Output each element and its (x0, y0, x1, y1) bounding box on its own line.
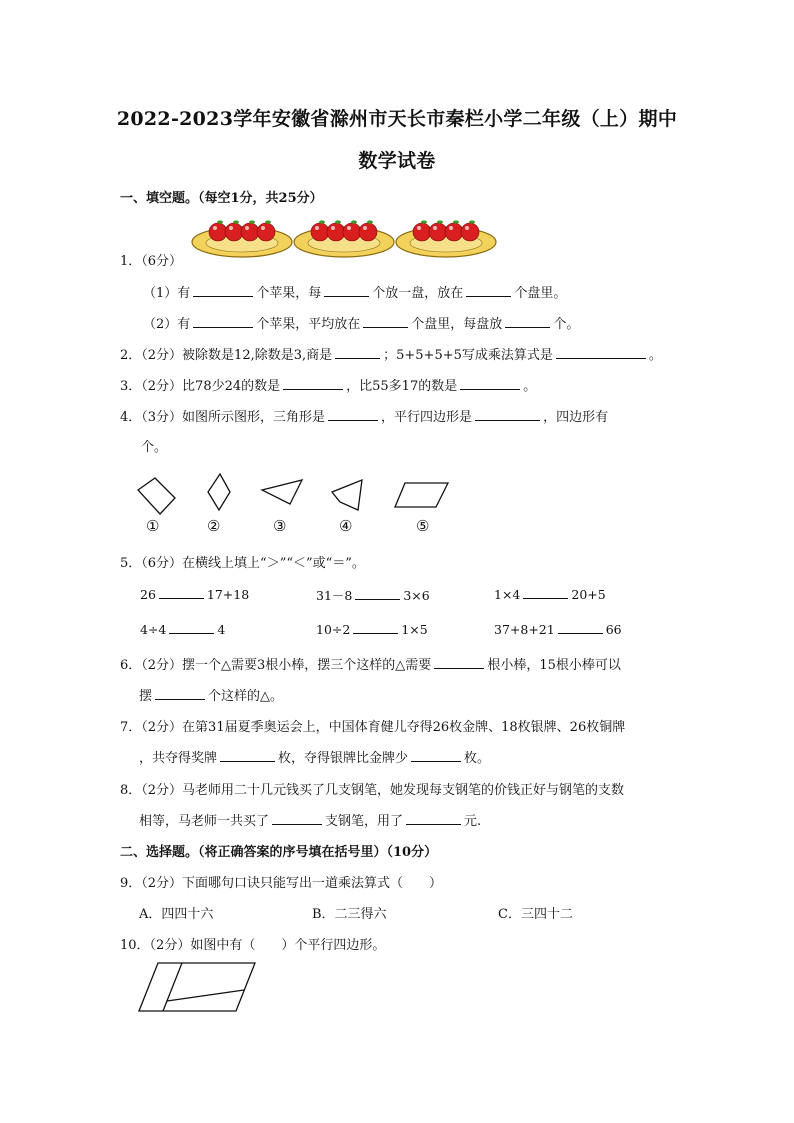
answer-blank[interactable] (328, 408, 378, 421)
apple-leaf (351, 220, 357, 223)
apple-highlight (331, 226, 335, 230)
apple-leaf (367, 220, 373, 223)
compare-right: 1×5 (401, 622, 428, 637)
answer-blank[interactable] (556, 346, 646, 359)
compare-left: 4÷4 (140, 622, 167, 637)
q1-sub2-text4: 个。 (553, 317, 580, 332)
apple-icon (257, 223, 275, 241)
q1-sub2-text3: 个盘里，每盘放 (411, 317, 503, 332)
apple-leaf (469, 220, 475, 223)
shape-3-triangle (262, 480, 302, 504)
compare-left: 37+8+21 (494, 622, 555, 637)
answer-blank[interactable] (193, 284, 253, 297)
q6-line2 (139, 685, 283, 704)
apple-highlight (245, 226, 249, 230)
q10-stem: 10．（2分）如图中有（ ）个平行四边形。 (120, 938, 386, 953)
q1-sub2-text1: （2）有 (143, 317, 191, 332)
q8-line1: 8．（2分）马老师用二十几元钱买了几支钢笔，她发现每支钢笔的价钱正好与钢笔的支数 (120, 783, 625, 798)
answer-blank[interactable] (324, 284, 369, 297)
apple-highlight (261, 226, 265, 230)
answer-blank[interactable] (353, 621, 398, 634)
compare-right: 17+18 (206, 587, 250, 602)
apple-icon (311, 223, 329, 241)
apple-leaf (233, 220, 239, 223)
answer-blank[interactable] (411, 749, 461, 762)
q9-option-c[interactable]: C．三四十二 (498, 907, 573, 922)
apple-highlight (347, 226, 351, 230)
compare-right: 3×6 (403, 588, 430, 603)
compare-left: 10÷2 (316, 622, 351, 637)
apple-highlight (433, 226, 437, 230)
apple-icon (429, 223, 447, 241)
q8-text2: 支钢笔，用了 (325, 814, 404, 829)
q2 (120, 344, 662, 363)
q1-sub2 (143, 313, 579, 332)
answer-blank[interactable] (335, 346, 380, 359)
answer-blank[interactable] (406, 812, 461, 825)
apple-highlight (449, 226, 453, 230)
apple-leaf (335, 220, 341, 223)
q8-text1: 相等，马老师一共买了 (139, 814, 270, 829)
q3-text3: 。 (523, 379, 537, 394)
compare-right: 66 (605, 622, 622, 637)
compare-left: 31－8 (316, 588, 353, 603)
answer-blank[interactable] (363, 315, 408, 328)
q4-line1 (120, 406, 608, 425)
apple-leaf (217, 220, 223, 223)
shape-1-quadrilateral (138, 478, 175, 514)
apple-leaf (437, 220, 443, 223)
q1-sub1 (143, 282, 566, 301)
q4-text3: ，四边形有 (543, 410, 609, 425)
q10-parallelogram-figure (134, 960, 259, 1016)
q7-line2 (139, 747, 490, 766)
q6-text3: 摆 (139, 689, 153, 704)
q6-text4: 个这样的△。 (208, 689, 284, 704)
compare-item (316, 621, 428, 637)
compare-item (494, 586, 606, 602)
q5-head: 5．（6分）在横线上填上“＞”“＜”或“＝”。 (120, 556, 365, 571)
apple-icon (225, 223, 243, 241)
answer-blank[interactable] (355, 587, 400, 600)
apple-highlight (465, 226, 469, 230)
compare-right: 4 (217, 622, 226, 637)
q8-text3: 元. (464, 814, 482, 829)
answer-blank[interactable] (220, 749, 275, 762)
apple-highlight (363, 226, 367, 230)
apple-highlight (315, 226, 319, 230)
shape-4-quadrilateral (332, 480, 362, 510)
q7-text2: 枚，夺得银牌比金牌少 (278, 751, 409, 766)
answer-blank[interactable] (169, 621, 214, 634)
apple-leaf (453, 220, 459, 223)
q4-text1: 4．（3分）如图所示图形，三角形是 (120, 410, 326, 425)
q3 (120, 375, 536, 394)
answer-blank[interactable] (155, 687, 205, 700)
apple-leaf (265, 220, 271, 223)
compare-right: 20+5 (571, 587, 606, 602)
shape-label-2: ② (207, 517, 221, 535)
apple-icon (461, 223, 479, 241)
q2-text1: 2．（2分）被除数是12,除数是3,商是 (120, 348, 333, 363)
apple-icon (359, 223, 377, 241)
compare-item (140, 586, 249, 602)
q1-head: 1．（6分） (120, 254, 183, 269)
compare-item (140, 621, 225, 637)
compare-left: 26 (140, 587, 156, 602)
apple-highlight (417, 226, 421, 230)
q1-sub1-text1: （1）有 (143, 286, 191, 301)
apple-leaf (249, 220, 255, 223)
shape-label-4: ④ (339, 517, 353, 535)
shape-label-5: ⑤ (416, 517, 430, 535)
answer-blank[interactable] (193, 315, 253, 328)
answer-blank[interactable] (475, 408, 540, 421)
answer-blank[interactable] (558, 621, 603, 634)
answer-blank[interactable] (434, 656, 484, 669)
exam-title-line2: 数学试卷 (358, 150, 436, 172)
apple-icon (241, 223, 259, 241)
shape-label-1: ① (146, 517, 160, 535)
q1-sub2-text2: 个苹果，平均放在 (256, 317, 361, 332)
apple-leaf (319, 220, 325, 223)
answer-blank[interactable] (272, 812, 322, 825)
q4-text2: ，平行四边形是 (381, 410, 473, 425)
compare-left: 1×4 (494, 587, 521, 602)
q6-line1 (120, 654, 621, 673)
apple-highlight (229, 226, 233, 230)
section1-heading: 一、填空题。（每空1分，共25分） (120, 191, 323, 206)
exam-title-line1: 2022-2023学年安徽省滁州市天长市秦栏小学二年级（上）期中 (116, 108, 678, 130)
q1-sub1-text4: 个盘里。 (514, 286, 567, 301)
shape-5-parallelogram (395, 483, 448, 507)
q4-line2: 个。 (141, 440, 168, 455)
apple-icon (209, 223, 227, 241)
shape-2-rhombus (208, 474, 230, 510)
q8-line2 (139, 810, 481, 829)
apple-icon (445, 223, 463, 241)
apple-plates-illustration (192, 212, 498, 262)
answer-blank[interactable] (466, 284, 511, 297)
q4-shapes-figure (130, 470, 460, 520)
shape-label-3: ③ (273, 517, 287, 535)
apple-icon (327, 223, 345, 241)
q1-sub1-text2: 个苹果，每 (256, 286, 322, 301)
q9-stem: 9．（2分）下面哪句口诀只能写出一道乘法算式（ ） (120, 876, 443, 891)
q2-text2: ；5+5+5+5写成乘法算式是 (383, 348, 553, 363)
section2-heading: 二、选择题。（将正确答案的序号填在括号里）（10分） (120, 845, 438, 860)
answer-blank[interactable] (505, 315, 550, 328)
compare-item (316, 586, 430, 604)
q2-text3: 。 (648, 348, 662, 363)
answer-blank[interactable] (523, 586, 568, 599)
q6-text1: 6．（2分）摆一个△需要3根小棒，摆三个这样的△需要 (120, 658, 432, 673)
apple-icon (343, 223, 361, 241)
q3-text2: ，比55多17的数是 (346, 379, 458, 394)
q9-option-a[interactable]: A．四四十六 (139, 907, 214, 922)
q1-sub1-text3: 个放一盘，放在 (372, 286, 464, 301)
q3-text1: 3．（2分）比78少24的数是 (120, 379, 281, 394)
compare-item (494, 621, 622, 637)
q7-line1: 7．（2分）在第31届夏季奥运会上，中国体育健儿夺得26枚金牌、18枚银牌、26枚铜牌 (120, 720, 626, 735)
q6-text2: 根小棒，15根小棒可以 (487, 658, 621, 673)
answer-blank[interactable] (159, 586, 204, 599)
answer-blank[interactable] (283, 377, 343, 390)
answer-blank[interactable] (460, 377, 520, 390)
q7-text1: ，共夺得奖牌 (139, 751, 218, 766)
apple-highlight (213, 226, 217, 230)
apple-icon (413, 223, 431, 241)
q7-text3: 枚。 (464, 751, 491, 766)
q9-option-b[interactable]: B．二三得六 (312, 907, 387, 922)
apple-leaf (421, 220, 427, 223)
